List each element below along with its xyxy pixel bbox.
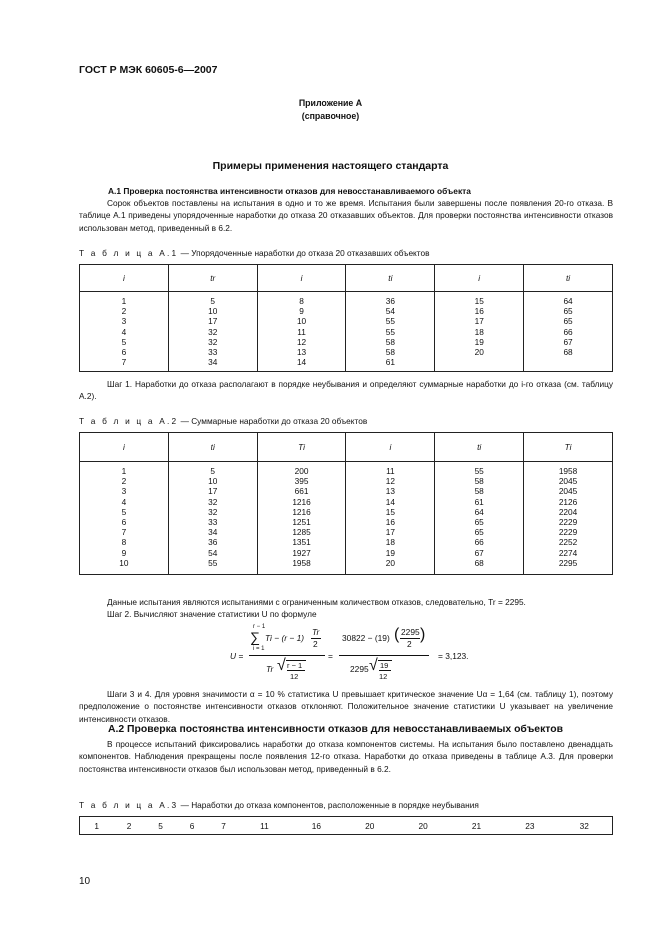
formula-paren-right: ) — [420, 626, 426, 643]
table-a1-col: 5 10 17 32 32 33 34 — [168, 292, 257, 372]
formula-main-bar — [249, 655, 325, 656]
formula-main-bar-2 — [339, 655, 429, 656]
table-a1-body-row — [80, 292, 613, 372]
main-title: Примеры применения настоящего стандарта — [212, 160, 449, 172]
table-a3 — [79, 816, 613, 835]
table-a3-cell: 21 — [450, 817, 503, 835]
table-a3-caption — [79, 800, 479, 810]
formula-sigma: ∑ — [250, 629, 260, 645]
formula-numerator-values: 30822 − (19) — [342, 633, 390, 643]
formula-numerator: Ti − (r − 1) — [265, 633, 305, 643]
table-a1-col: 36 54 55 55 58 58 61 — [346, 292, 435, 372]
table-a3-cell: 2 — [113, 817, 144, 835]
formula-sqrt-num: r − 1 — [287, 661, 303, 670]
table-a3-cell: 11 — [239, 817, 289, 835]
table-a1-header-row — [80, 265, 613, 292]
appendix-subtitle: (справочное) — [301, 111, 360, 121]
table-a1 — [79, 264, 613, 372]
formula-eq: = — [328, 651, 333, 661]
formula-2295-top: 2295 — [401, 627, 420, 637]
table-a1-col: 64 65 65 66 67 68 — [524, 292, 613, 372]
formula-sum-bottom: i = 1 — [253, 646, 265, 652]
table-a2-header-cell: Ti — [524, 433, 613, 462]
table-a1-header-cell: i — [80, 265, 169, 292]
formula-twelve: 12 — [290, 672, 299, 681]
table-a3-row — [80, 817, 613, 835]
table-a3-cell: 23 — [503, 817, 556, 835]
page-number: 10 — [79, 876, 91, 887]
table-a2-col: 1 2 3 4 5 6 7 8 9 10 — [80, 462, 169, 575]
section-a1-text: Сорок объектов поставлены на испытания в одно и то же время. Испытания были завершены после появления 20-го отказа. В таблице А.1 приведены упорядоченные наработки до отказа 20 отказавших объектов. Для проверки постоянства интенсивности отказов использован метод, приведенный в 6.2. — [79, 198, 613, 233]
formula-two-2: 2 — [407, 639, 412, 649]
table-a2-header-cell: i — [346, 433, 435, 462]
formula-twelve-2: 12 — [379, 672, 388, 681]
table-a2-caption — [79, 416, 367, 426]
table-a2-header-cell: ti — [435, 433, 524, 462]
table-a3-cell: 16 — [290, 817, 343, 835]
formula-sqrt-bar-2 — [379, 670, 391, 671]
formula-sqrt-19: 19 — [380, 661, 389, 670]
table-a3-caption-prefix: Т а б л и ц а А.3 — [79, 800, 179, 810]
table-a1-header-cell: i — [257, 265, 346, 292]
formula-sqrt-bar — [287, 670, 305, 671]
table-a1-caption-prefix: Т а б л и ц а А.1 — [79, 248, 179, 258]
section-a1-heading: А.1 Проверка постоянства интенсивности отказов для невосстанавливаемого объекта — [108, 186, 471, 196]
formula-denominator-2295: 2295 — [350, 664, 369, 674]
table-a2-caption-prefix: Т а б л и ц а А.2 — [79, 416, 179, 426]
steps34-paragraph — [79, 688, 613, 725]
table-a3-cell: 20 — [396, 817, 449, 835]
table-a3-cell: 7 — [208, 817, 239, 835]
formula-sum-top: r − 1 — [253, 624, 266, 630]
table-a2-body-row — [80, 462, 613, 575]
table-a1-header-cell: ti — [346, 265, 435, 292]
step2-text: Шаг 2. Вычисляют значение статистики U по формуле — [107, 609, 317, 620]
table-a2-header-row — [80, 433, 613, 462]
table-a2-col: 200 395 661 1216 1216 1251 1285 1351 1927 1958 — [257, 462, 346, 575]
table-a2-header-cell: i — [80, 433, 169, 462]
formula-lhs: U = — [230, 651, 244, 661]
after-table-a2 — [79, 596, 613, 621]
formula-sqrt-icon-2: √ — [369, 657, 378, 674]
formula-sqrt-icon: √ — [277, 657, 286, 674]
section-a2-text: В процессе испытаний фиксировались наработки до отказа компонентов системы. На испытания было поставлено двенадцать компонентов. Наблюдения прекращены после появления 12-го отказа. Наработки до отказа приведены в таблице А.3. Для проверки постоянства интенсивности отказов был использован метод, приведенный в 6.2. — [79, 739, 613, 774]
table-a2-header-cell: ti — [168, 433, 257, 462]
table-a3-cell: 32 — [557, 817, 613, 835]
table-a3-cell: 20 — [343, 817, 396, 835]
formula-two: 2 — [313, 639, 318, 649]
table-a2-caption-text: — Суммарные наработки до отказа 20 объектов — [178, 416, 368, 426]
u-statistic-formula — [230, 624, 490, 686]
steps34-text: Шаги 3 и 4. Для уровня значимости α = 10 % статистика U превышает критическое значение Uα = 1,64 (см. таблицу 1), поэтому предположение о постоянстве интенсивности отказов отклоняют. Положительное значение статистики U указывает на увеличение интенсивности отказов. — [79, 689, 613, 724]
table-a3-cell: 5 — [145, 817, 176, 835]
table-a2-header-cell: Ti — [257, 433, 346, 462]
table-a1-col: 15 16 17 18 19 20 — [435, 292, 524, 372]
table-a3-cell: 1 — [80, 817, 114, 835]
formula-result: = 3,123. — [438, 651, 469, 661]
table-a1-header-cell: ti — [524, 265, 613, 292]
table-a1-caption — [79, 248, 430, 258]
step1-text: Шаг 1. Наработки до отказа располагают в порядке неубывания и определяют суммарные наработки до i-го отказа (см. таблицу А.2). — [79, 379, 613, 402]
table-a2-col: 5 10 17 32 32 33 34 36 54 55 — [168, 462, 257, 575]
table-a2-col: 55 58 58 61 64 65 65 66 67 68 — [435, 462, 524, 575]
table-a1-header-cell: tr — [168, 265, 257, 292]
table-a2-col: 1958 2045 2045 2126 2204 2229 2229 2252 2274 2295 — [524, 462, 613, 575]
appendix-title: Приложение А — [298, 98, 363, 108]
table-a2 — [79, 432, 613, 575]
table-a3-cell: 6 — [176, 817, 207, 835]
document-id: ГОСТ Р МЭК 60605-6—2007 — [79, 64, 218, 76]
table-a1-header-cell: i — [435, 265, 524, 292]
formula-paren-left: ( — [394, 626, 400, 643]
section-a2-heading: А.2 Проверка постоянства интенсивности отказов для невосстанавливаемых объектов — [108, 724, 563, 735]
tr-statement: Данные испытания являются испытаниями с ограниченным количеством отказов, следовательно, Tr = 2295. — [107, 597, 526, 607]
step1-paragraph — [79, 378, 613, 403]
table-a1-col: 8 9 10 11 12 13 14 — [257, 292, 346, 372]
table-a1-caption-text: — Упорядоченные наработки до отказа 20 отказавших объектов — [178, 248, 430, 258]
table-a1-col: 1 2 3 4 5 6 7 — [80, 292, 169, 372]
section-a2-paragraph — [79, 738, 613, 775]
formula-tr: Tr — [312, 627, 320, 637]
table-a2-col: 11 12 13 14 15 16 17 18 19 20 — [346, 462, 435, 575]
table-a3-caption-text: — Наработки до отказа компонентов, расположенные в порядке неубывания — [178, 800, 479, 810]
section-a1-paragraph — [79, 197, 613, 234]
formula-denominator-tr: Tr — [266, 664, 274, 674]
